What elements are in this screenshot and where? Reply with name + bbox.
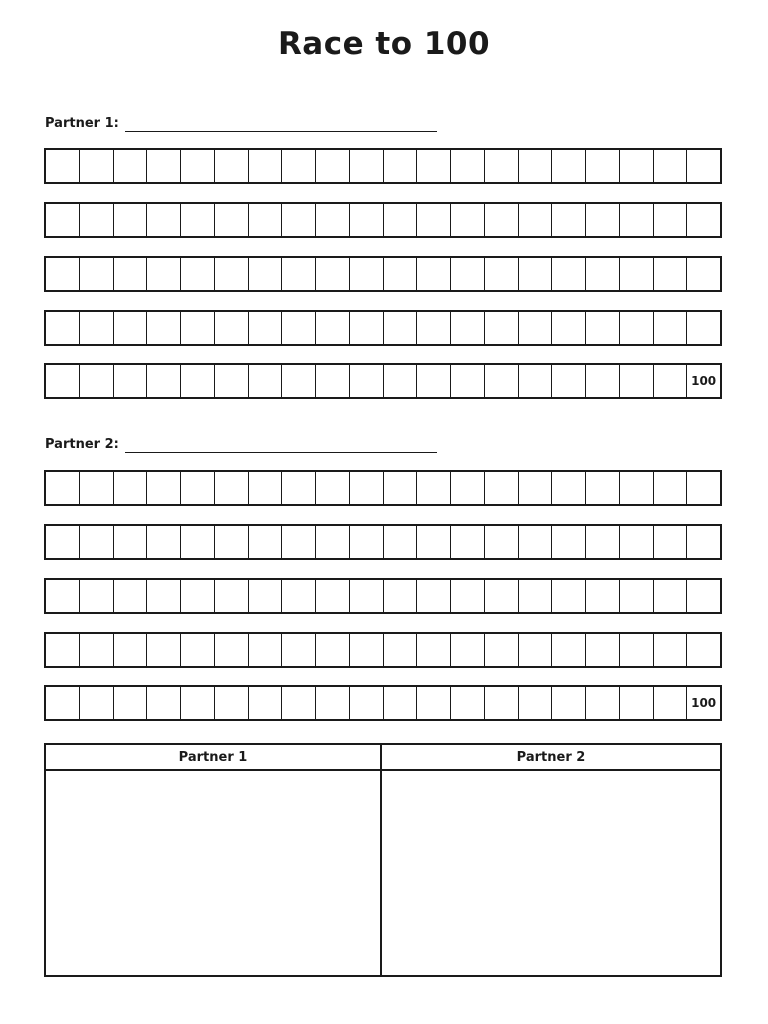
grid-cell[interactable]: [687, 526, 720, 558]
grid-cell[interactable]: [282, 580, 316, 612]
grid-cell[interactable]: [586, 526, 620, 558]
grid-cell[interactable]: [552, 365, 586, 397]
grid-cell[interactable]: [282, 258, 316, 290]
grid-cell[interactable]: [620, 526, 654, 558]
grid-cell[interactable]: [586, 150, 620, 182]
partner-2-label: Partner 2:: [45, 437, 119, 452]
grid-cell[interactable]: [181, 526, 215, 558]
grid-cell[interactable]: [417, 204, 451, 236]
grid-cell[interactable]: [147, 150, 181, 182]
partner-2-row-4: [44, 632, 722, 668]
grid-cell[interactable]: [46, 312, 80, 344]
grid-cell[interactable]: [485, 634, 519, 666]
grid-cell[interactable]: [654, 472, 688, 504]
grid-cell[interactable]: [586, 580, 620, 612]
final-cell-100[interactable]: 100: [691, 374, 717, 388]
grid-cell[interactable]: [215, 204, 249, 236]
grid-cell[interactable]: [350, 526, 384, 558]
grid-cell[interactable]: [451, 312, 485, 344]
grid-cell[interactable]: [552, 472, 586, 504]
grid-cell[interactable]: [350, 150, 384, 182]
grid-cell[interactable]: [249, 526, 283, 558]
grid-cell[interactable]: [215, 258, 249, 290]
grid-cell[interactable]: [384, 634, 418, 666]
grid-cell[interactable]: [485, 312, 519, 344]
grid-cell[interactable]: [451, 526, 485, 558]
grid-cell[interactable]: [519, 526, 553, 558]
grid-cell[interactable]: [654, 634, 688, 666]
grid-cell[interactable]: [316, 150, 350, 182]
grid-cell[interactable]: [552, 526, 586, 558]
grid-cell[interactable]: [215, 150, 249, 182]
grid-cell[interactable]: [417, 258, 451, 290]
grid-cell[interactable]: [114, 687, 148, 719]
grid-cell[interactable]: [181, 204, 215, 236]
grid-cell[interactable]: [519, 150, 553, 182]
grid-cell[interactable]: [147, 204, 181, 236]
grid-cell[interactable]: [586, 472, 620, 504]
grid-cell[interactable]: [586, 687, 620, 719]
grid-cell[interactable]: [249, 204, 283, 236]
grid-cell[interactable]: [80, 312, 114, 344]
grid-cell[interactable]: [249, 634, 283, 666]
grid-cell[interactable]: [350, 580, 384, 612]
grid-cell[interactable]: [80, 580, 114, 612]
partner-2-work-area[interactable]: [382, 771, 720, 975]
grid-cell[interactable]: [147, 687, 181, 719]
partner-2-row-3: [44, 578, 722, 614]
grid-cell[interactable]: [249, 687, 283, 719]
grid-cell[interactable]: [215, 526, 249, 558]
grid-cell[interactable]: [181, 580, 215, 612]
grid-cell[interactable]: [282, 526, 316, 558]
grid-cell[interactable]: [46, 472, 80, 504]
grid-cell[interactable]: [451, 472, 485, 504]
grid-cell[interactable]: [485, 204, 519, 236]
grid-cell[interactable]: [249, 312, 283, 344]
partner-1-work-area[interactable]: [46, 771, 382, 975]
grid-cell[interactable]: [249, 580, 283, 612]
grid-cell[interactable]: [282, 204, 316, 236]
grid-cell[interactable]: [282, 150, 316, 182]
grid-cell[interactable]: [620, 580, 654, 612]
grid-cell[interactable]: [586, 365, 620, 397]
grid-cell[interactable]: [282, 472, 316, 504]
grid-cell[interactable]: [687, 472, 720, 504]
grid-cell[interactable]: [114, 365, 148, 397]
grid-cell[interactable]: [181, 258, 215, 290]
grid-cell[interactable]: [586, 312, 620, 344]
grid-cell[interactable]: [114, 634, 148, 666]
partner-2-name-line: [45, 430, 437, 452]
grid-cell[interactable]: [80, 687, 114, 719]
work-table: [44, 743, 722, 977]
grid-cell[interactable]: [114, 150, 148, 182]
grid-cell[interactable]: [114, 312, 148, 344]
grid-cell[interactable]: [215, 312, 249, 344]
grid-cell[interactable]: [215, 687, 249, 719]
grid-cell[interactable]: [519, 634, 553, 666]
grid-cell[interactable]: [451, 580, 485, 612]
partner-2-row-1: [44, 470, 722, 506]
grid-cell[interactable]: [485, 526, 519, 558]
partner-1-label: Partner 1:: [45, 116, 119, 131]
grid-cell[interactable]: [417, 365, 451, 397]
grid-cell[interactable]: [654, 687, 688, 719]
grid-cell[interactable]: [80, 526, 114, 558]
grid-cell[interactable]: [316, 634, 350, 666]
grid-cell[interactable]: [350, 258, 384, 290]
grid-cell[interactable]: [147, 312, 181, 344]
grid-cell[interactable]: [350, 365, 384, 397]
grid-cell[interactable]: [316, 580, 350, 612]
grid-cell[interactable]: [417, 634, 451, 666]
grid-cell[interactable]: [654, 580, 688, 612]
grid-cell[interactable]: [384, 580, 418, 612]
grid-cell[interactable]: [249, 258, 283, 290]
grid-cell[interactable]: [552, 204, 586, 236]
grid-cell[interactable]: [451, 204, 485, 236]
grid-cell[interactable]: [417, 526, 451, 558]
grid-cell[interactable]: [249, 365, 283, 397]
grid-cell[interactable]: [215, 472, 249, 504]
grid-cell[interactable]: [384, 472, 418, 504]
grid-cell[interactable]: [316, 472, 350, 504]
grid-cell[interactable]: [519, 472, 553, 504]
grid-cell[interactable]: [316, 204, 350, 236]
grid-cell[interactable]: [519, 204, 553, 236]
grid-cell[interactable]: [620, 634, 654, 666]
grid-cell[interactable]: [181, 687, 215, 719]
grid-cell[interactable]: [147, 258, 181, 290]
grid-cell[interactable]: [114, 204, 148, 236]
grid-cell[interactable]: [181, 150, 215, 182]
work-table-header-partner-2: Partner 2: [516, 749, 586, 765]
grid-cell[interactable]: [384, 150, 418, 182]
partner-1-row-2: [44, 202, 722, 238]
grid-cell[interactable]: [384, 258, 418, 290]
grid-cell[interactable]: [282, 365, 316, 397]
grid-cell[interactable]: [147, 634, 181, 666]
grid-cell[interactable]: [451, 687, 485, 719]
grid-cell[interactable]: [687, 312, 720, 344]
grid-cell[interactable]: [249, 472, 283, 504]
grid-cell[interactable]: [620, 472, 654, 504]
grid-cell[interactable]: [654, 150, 688, 182]
grid-cell[interactable]: [384, 312, 418, 344]
work-table-body: [46, 771, 720, 975]
grid-cell[interactable]: [80, 204, 114, 236]
grid-cell[interactable]: [552, 580, 586, 612]
partner-2-name-field[interactable]: [125, 452, 437, 453]
grid-cell[interactable]: [384, 365, 418, 397]
grid-cell[interactable]: [654, 526, 688, 558]
grid-cell[interactable]: [687, 580, 720, 612]
grid-cell[interactable]: [417, 687, 451, 719]
grid-cell[interactable]: [485, 687, 519, 719]
grid-cell[interactable]: [282, 634, 316, 666]
grid-cell[interactable]: [46, 687, 80, 719]
grid-cell[interactable]: [552, 150, 586, 182]
grid-cell[interactable]: [417, 312, 451, 344]
partner-1-row-1: [44, 148, 722, 184]
grid-cell[interactable]: [114, 580, 148, 612]
grid-cell[interactable]: [316, 258, 350, 290]
grid-cell[interactable]: [687, 150, 720, 182]
page-title: Race to 100: [277, 26, 491, 62]
grid-cell[interactable]: [46, 580, 80, 612]
grid-cell[interactable]: [80, 150, 114, 182]
grid-cell[interactable]: [654, 312, 688, 344]
grid-cell[interactable]: [215, 365, 249, 397]
partner-1-name-line: [45, 109, 437, 131]
grid-cell[interactable]: [114, 472, 148, 504]
grid-cell[interactable]: [181, 365, 215, 397]
grid-cell[interactable]: [417, 472, 451, 504]
work-table-header-partner-1: Partner 1: [46, 745, 382, 769]
grid-cell[interactable]: [451, 634, 485, 666]
partner-2-row-2: [44, 524, 722, 560]
grid-cell[interactable]: [181, 634, 215, 666]
grid-cell[interactable]: [80, 365, 114, 397]
grid-cell[interactable]: [519, 258, 553, 290]
grid-cell[interactable]: [485, 150, 519, 182]
grid-cell[interactable]: [620, 312, 654, 344]
grid-cell[interactable]: [215, 634, 249, 666]
grid-cell[interactable]: [181, 312, 215, 344]
grid-cell[interactable]: [451, 258, 485, 290]
grid-cell[interactable]: [687, 258, 720, 290]
partner-1-name-field[interactable]: [125, 131, 437, 132]
grid-cell[interactable]: [654, 204, 688, 236]
partner-1-row-4: [44, 310, 722, 346]
grid-cell[interactable]: [114, 526, 148, 558]
grid-cell[interactable]: [249, 150, 283, 182]
grid-cell[interactable]: [316, 687, 350, 719]
grid-cell[interactable]: [620, 687, 654, 719]
grid-cell[interactable]: [384, 687, 418, 719]
grid-cell[interactable]: [147, 365, 181, 397]
final-cell-100[interactable]: 100: [691, 696, 717, 710]
grid-cell[interactable]: [586, 634, 620, 666]
grid-cell[interactable]: [620, 258, 654, 290]
grid-cell[interactable]: [350, 634, 384, 666]
grid-cell[interactable]: [620, 365, 654, 397]
grid-cell[interactable]: [316, 526, 350, 558]
grid-cell[interactable]: [350, 687, 384, 719]
grid-cell[interactable]: [282, 687, 316, 719]
grid-cell[interactable]: [46, 204, 80, 236]
grid-cell[interactable]: [80, 634, 114, 666]
grid-cell[interactable]: [147, 472, 181, 504]
grid-cell[interactable]: [552, 258, 586, 290]
grid-cell[interactable]: [215, 580, 249, 612]
grid-cell[interactable]: [687, 634, 720, 666]
grid-cell[interactable]: [451, 365, 485, 397]
grid-cell[interactable]: [687, 204, 720, 236]
grid-cell[interactable]: [417, 150, 451, 182]
grid-cell[interactable]: [46, 634, 80, 666]
grid-cell[interactable]: [485, 472, 519, 504]
grid-cell[interactable]: [519, 687, 553, 719]
grid-cell[interactable]: [654, 365, 688, 397]
grid-cell[interactable]: [586, 258, 620, 290]
partner-1-row-5: [44, 363, 722, 399]
grid-cell[interactable]: [46, 526, 80, 558]
partner-1-row-3: [44, 256, 722, 292]
grid-cell[interactable]: [46, 365, 80, 397]
grid-cell[interactable]: [316, 365, 350, 397]
grid-cell[interactable]: [485, 580, 519, 612]
grid-cell[interactable]: [350, 204, 384, 236]
grid-cell[interactable]: [519, 365, 553, 397]
grid-cell[interactable]: [147, 526, 181, 558]
grid-cell[interactable]: [80, 472, 114, 504]
grid-cell[interactable]: [552, 634, 586, 666]
grid-cell[interactable]: [350, 472, 384, 504]
grid-cell[interactable]: [519, 580, 553, 612]
grid-cell[interactable]: [316, 312, 350, 344]
grid-cell[interactable]: [620, 204, 654, 236]
grid-cell[interactable]: [384, 526, 418, 558]
grid-cell[interactable]: [147, 580, 181, 612]
grid-cell[interactable]: [552, 687, 586, 719]
grid-cell[interactable]: [80, 258, 114, 290]
grid-cell[interactable]: [46, 258, 80, 290]
grid-cell[interactable]: [384, 204, 418, 236]
grid-cell[interactable]: [181, 472, 215, 504]
grid-cell[interactable]: [451, 150, 485, 182]
grid-cell[interactable]: [654, 258, 688, 290]
grid-cell[interactable]: [350, 312, 384, 344]
grid-cell[interactable]: [114, 258, 148, 290]
grid-cell[interactable]: [282, 312, 316, 344]
grid-cell[interactable]: [552, 312, 586, 344]
partner-2-row-5: [44, 685, 722, 721]
grid-cell[interactable]: [586, 204, 620, 236]
grid-cell[interactable]: [485, 365, 519, 397]
work-table-header: [46, 745, 720, 771]
grid-cell[interactable]: [46, 150, 80, 182]
grid-cell[interactable]: [417, 580, 451, 612]
grid-cell[interactable]: [519, 312, 553, 344]
grid-cell[interactable]: [485, 258, 519, 290]
grid-cell[interactable]: [620, 150, 654, 182]
